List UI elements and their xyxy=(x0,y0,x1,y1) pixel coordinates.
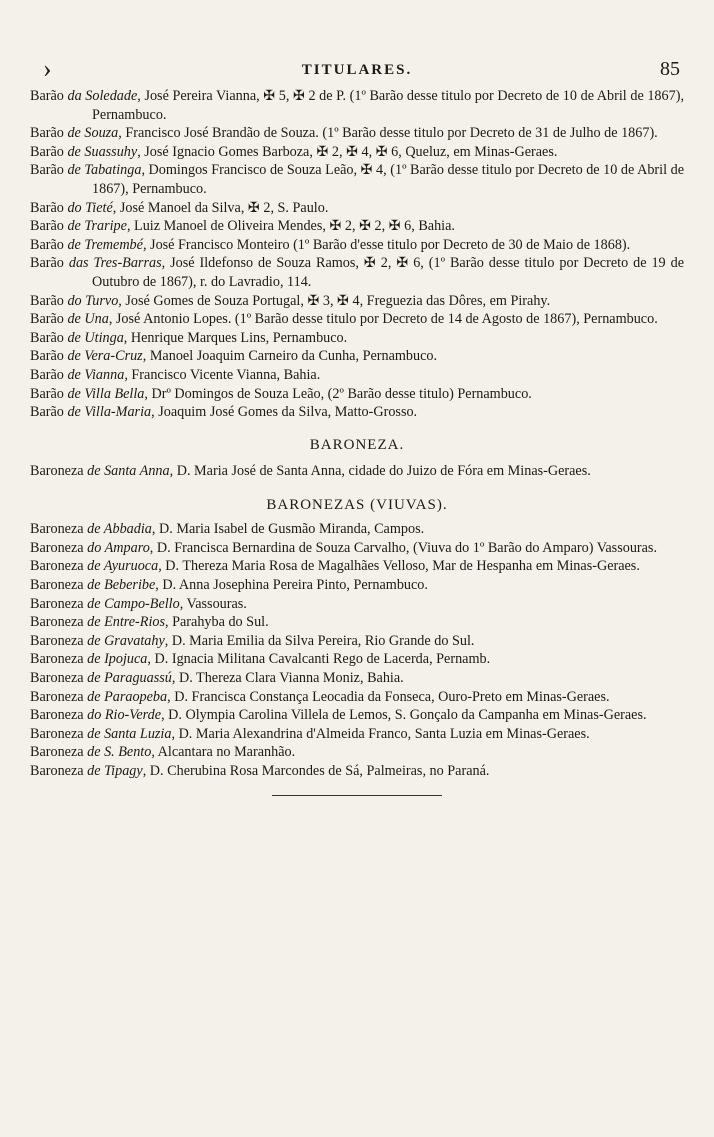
entry-title: do Amparo xyxy=(87,539,150,556)
entry-text: , D. Thereza Clara Vianna Moniz, Bahia. xyxy=(171,670,404,687)
entry-title: de Entre-Rios xyxy=(87,614,166,631)
entry-rank: Barão xyxy=(30,311,64,328)
entry-rank: Baroneza xyxy=(30,707,84,724)
entry-text: , D. Francisca Bernardina de Souza Carvalho, (Viuva do 1º Barão do Amparo) Vassouras. xyxy=(149,539,657,556)
title-entry xyxy=(30,576,684,595)
title-entry xyxy=(30,87,684,124)
entry-title: de Traripe xyxy=(67,218,127,235)
title-entry xyxy=(30,329,684,348)
title-entry xyxy=(30,632,684,651)
entry-rank: Barão xyxy=(30,162,64,179)
entry-text: , D. Ignacia Militana Cavalcanti Rego de Lacerda, Pernamb. xyxy=(147,651,491,668)
entry-rank: Barão xyxy=(30,218,64,235)
entry-title: de Campo-Bello xyxy=(87,595,180,612)
entry-rank: Baroneza xyxy=(30,670,84,687)
title-entry xyxy=(30,217,684,236)
title-entry xyxy=(30,650,684,669)
title-entry xyxy=(30,613,684,632)
entry-title: de Vianna xyxy=(67,366,125,383)
entry-text: , Luiz Manoel de Oliveira Mendes, ✠ 2, ✠ 2, ✠ 6, Bahia. xyxy=(126,218,455,235)
entry-title: de Villa Bella xyxy=(67,385,145,402)
title-entry xyxy=(30,462,684,481)
entry-rank: Barão xyxy=(30,88,64,104)
section-heading: BARONEZA. xyxy=(309,436,405,453)
entry-rank: Barão xyxy=(30,366,64,383)
entry-title: do Tieté xyxy=(67,199,113,216)
entry-title: das Tres-Barras xyxy=(68,255,162,272)
entry-rank: Baroneza xyxy=(30,744,84,761)
title-entry xyxy=(30,143,684,162)
title-entry xyxy=(30,520,684,539)
entry-text: , Domingos Francisco de Souza Leão, ✠ 4, (1º Barão desse titulo por Decreto de 10 de Abril de 1867), Pernambuco. xyxy=(92,162,684,197)
page-header xyxy=(30,54,684,83)
entry-text: , Henrique Marques Lins, Pernambuco. xyxy=(123,329,348,346)
entry-title: de Ipojuca xyxy=(87,651,148,668)
entry-text: , Joaquim José Gomes da Silva, Matto-Grosso. xyxy=(151,404,418,421)
title-entry xyxy=(30,762,684,781)
title-entry xyxy=(30,347,684,366)
page-number: 85 xyxy=(660,58,680,80)
entry-title: da Soledade xyxy=(67,88,138,104)
title-entry xyxy=(30,557,684,576)
entry-rank: Barão xyxy=(30,143,64,160)
entry-text: , D. Anna Josephina Pereira Pinto, Pernambuco. xyxy=(155,577,428,594)
running-title: TITULARES. xyxy=(301,62,413,78)
entry-title: do Turvo xyxy=(67,292,119,309)
entry-title: de Suassuhy xyxy=(67,143,138,160)
entry-rank: Barão xyxy=(30,236,64,253)
entry-title: de Una xyxy=(67,311,109,328)
title-entry xyxy=(30,199,684,218)
entry-text: , D. Maria Isabel de Gusmão Miranda, Campos. xyxy=(151,521,425,538)
title-entry xyxy=(30,366,684,385)
entry-text: , Parahyba do Sul. xyxy=(165,614,269,631)
entry-rank: Barão xyxy=(30,404,64,421)
entry-title: de Tremembé xyxy=(67,236,143,253)
title-entry xyxy=(30,310,684,329)
entry-rank: Baroneza xyxy=(30,651,84,668)
entry-rank: Baroneza xyxy=(30,725,84,742)
title-entry xyxy=(30,706,684,725)
entry-text: , José Pereira Vianna, ✠ 5, ✠ 2 de P. (1º Barão desse titulo por Decreto de 10 de Abril de 1867), Pernambuco. xyxy=(92,88,684,123)
entry-text: , Drº Domingos de Souza Leão, (2º Barão desse titulo) Pernambuco. xyxy=(144,385,532,402)
entry-text: , D. Maria Alexandrina d'Almeida Franco, Santa Luzia em Minas-Geraes. xyxy=(171,725,590,742)
entry-rank: Baroneza xyxy=(30,763,84,779)
title-entry xyxy=(30,124,684,143)
entry-title: de Vera-Cruz xyxy=(67,348,143,365)
entry-title: de Tabatinga xyxy=(67,162,142,179)
entry-text: , D. Maria José de Santa Anna, cidade do Juizo de Fóra em Minas-Geraes. xyxy=(169,462,591,479)
entry-text: , Francisco José Brandão de Souza. (1º Barão desse titulo por Decreto de 31 de Julho de 1867). xyxy=(118,125,658,142)
entry-rank: Baroneza xyxy=(30,462,84,479)
entry-title: de Beberibe xyxy=(87,577,156,594)
entry-text: , D. Francisca Constança Leocadia da Fonseca, Ouro-Preto em Minas-Geraes. xyxy=(167,688,610,705)
entry-text: , José Gomes de Souza Portugal, ✠ 3, ✠ 4, Freguezia das Dôres, em Pirahy. xyxy=(118,292,551,309)
entry-text: , Manoel Joaquim Carneiro da Cunha, Pernambuco. xyxy=(142,348,438,365)
entry-text: , Francisco Vicente Vianna, Bahia. xyxy=(124,366,321,383)
entry-title: de Utinga xyxy=(67,329,124,346)
entry-title: de Paraopeba xyxy=(87,688,168,705)
entry-text: , Vassouras. xyxy=(179,595,247,612)
title-entry xyxy=(30,161,684,198)
entry-rank: Baroneza xyxy=(30,632,84,649)
entry-text: , José Manoel da Silva, ✠ 2, S. Paulo. xyxy=(112,199,329,216)
entry-text: , D. Olympia Carolina Villela de Lemos, S. Gonçalo da Campanha em Minas-Geraes. xyxy=(161,707,647,724)
entry-rank: Barão xyxy=(30,348,64,365)
entry-title: de Santa Anna xyxy=(87,462,170,479)
entry-rank: Baroneza xyxy=(30,595,84,612)
entry-rank: Baroneza xyxy=(30,558,84,575)
entry-rank: Baroneza xyxy=(30,539,84,556)
section-heading: BARONEZAS (VIUVAS). xyxy=(266,497,448,514)
entry-rank: Barão xyxy=(30,292,64,309)
entry-rank: Barão xyxy=(30,385,64,402)
entry-text: , José Francisco Monteiro (1º Barão d'esse titulo por Decreto de 30 de Maio de 1868). xyxy=(142,236,631,253)
entry-rank: Baroneza xyxy=(30,521,84,538)
entry-text: , D. Maria Emilia da Silva Pereira, Rio Grande do Sul. xyxy=(164,632,475,649)
page-body xyxy=(30,87,684,796)
title-entry xyxy=(30,292,684,311)
entry-title: de Gravatahy xyxy=(87,632,165,649)
entry-rank: Barão xyxy=(30,199,64,216)
entry-text: , José Ignacio Gomes Barboza, ✠ 2, ✠ 4, ✠ 6, Queluz, em Minas-Geraes. xyxy=(137,143,558,160)
margin-mark: › xyxy=(43,54,52,83)
title-entry xyxy=(30,725,684,744)
title-entry xyxy=(30,669,684,688)
entry-title: de Ayuruoca xyxy=(87,558,159,575)
title-entry xyxy=(30,385,684,404)
entry-text: , José Antonio Lopes. (1º Barão desse titulo por Decreto de 14 de Agosto de 1867), Pernambuco. xyxy=(108,311,658,328)
entry-title: de S. Bento xyxy=(87,744,152,761)
title-entry xyxy=(30,743,684,762)
entry-rank: Baroneza xyxy=(30,614,84,631)
entry-rank: Barão xyxy=(30,125,64,142)
entry-rank: Baroneza xyxy=(30,577,84,594)
entry-title: do Rio-Verde xyxy=(87,707,162,724)
entry-text: , Alcantara no Maranhão. xyxy=(151,744,296,761)
entry-title: de Villa-Maria xyxy=(67,404,152,421)
closing-rule xyxy=(272,795,442,796)
entry-text: , D. Thereza Maria Rosa de Magalhães Velloso, Mar de Hespanha em Minas-Geraes. xyxy=(158,558,640,575)
title-entry xyxy=(30,595,684,614)
entry-title: de Abbadia xyxy=(87,521,152,538)
entry-rank: Baroneza xyxy=(30,688,84,705)
entry-text: , José Ildefonso de Souza Ramos, ✠ 2, ✠ 6, (1º Barão desse titulo por Decreto de 19 de Outubro de 1867), r. do Lavradio, 114. xyxy=(92,255,685,290)
entry-title: de Tipagy xyxy=(87,763,143,779)
entry-rank: Barão xyxy=(30,255,64,272)
title-entry xyxy=(30,254,684,291)
title-entry xyxy=(30,539,684,558)
entry-title: de Santa Luzia xyxy=(87,725,172,742)
entry-text: , D. Cherubina Rosa Marcondes de Sá, Palmeiras, no Paraná. xyxy=(142,763,490,779)
entry-rank: Barão xyxy=(30,329,64,346)
title-entry xyxy=(30,236,684,255)
entry-title: de Souza xyxy=(67,125,119,142)
title-entry xyxy=(30,403,684,422)
title-entry xyxy=(30,688,684,707)
entry-title: de Paraguassú xyxy=(87,670,172,687)
